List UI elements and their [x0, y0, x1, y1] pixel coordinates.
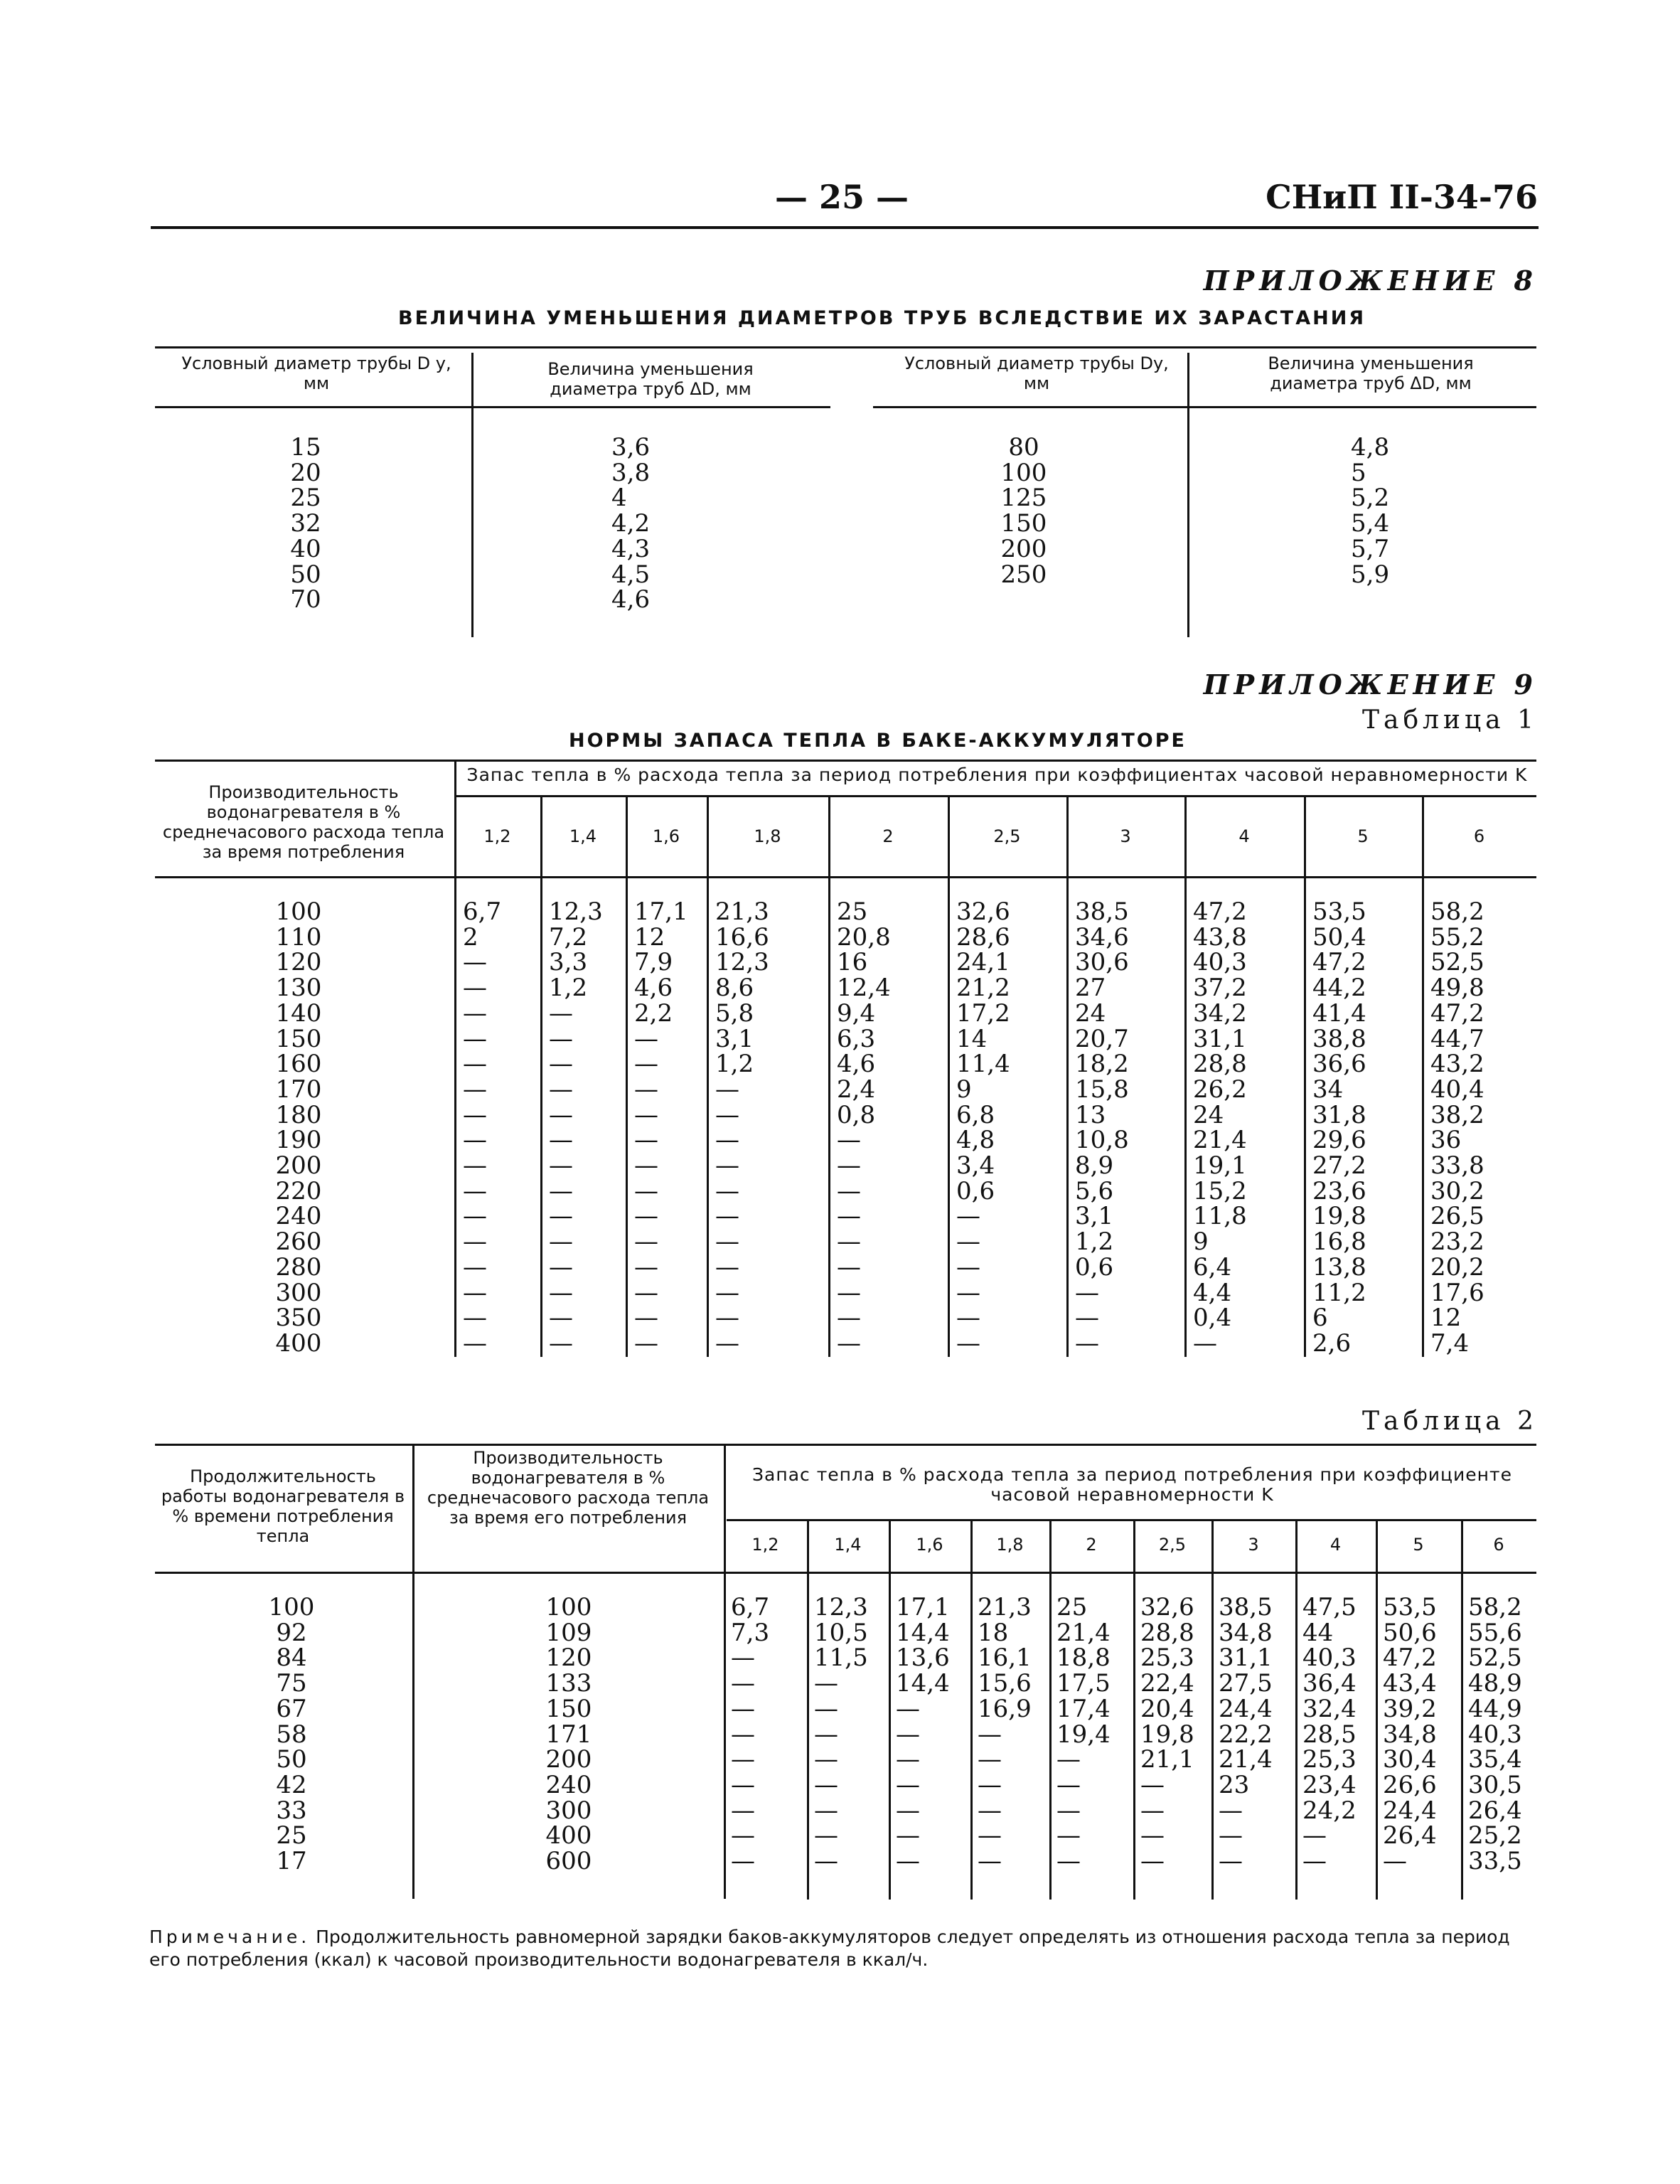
- table-divider: [626, 795, 628, 1357]
- diameter-reduction-header: Величина уменьшения диаметра труб ΔD, мм: [1268, 353, 1474, 393]
- diameter-reduction-column: 4,8 5 5,2 5,4 5,7 5,9: [1351, 433, 1390, 589]
- table-divider: [1376, 1519, 1378, 1900]
- table-divider: [948, 795, 950, 1357]
- document-code: СНиП II-34-76: [1266, 178, 1538, 216]
- k-coefficient-header: 2,5: [993, 826, 1021, 846]
- k-value-column: 25 20,8 16 12,4 9,4 6,3 4,6 2,4 0,8 — — — — — — — — —: [837, 897, 891, 1358]
- k-coefficient-header: 2,5: [1158, 1535, 1187, 1555]
- k-value-column: 32,6 28,8 25,3 22,4 20,4 19,8 21,1 — — — —: [1140, 1593, 1194, 1876]
- k-value-column: 53,5 50,6 47,2 43,4 39,2 34,8 30,4 26,6 24,4 26,4 —: [1383, 1593, 1437, 1876]
- k-value-column: 38,5 34,8 31,1 27,5 24,4 22,2 21,4 23 — — —: [1219, 1593, 1273, 1876]
- k-coefficient-header: 1,4: [834, 1535, 862, 1555]
- k-coefficient-header: 1,8: [996, 1535, 1024, 1555]
- k-value-column: 12,3 10,5 11,5 — — — — — — — —: [814, 1593, 868, 1876]
- k-coefficient-header: 1,8: [754, 826, 781, 846]
- pipe-diameter-column: 80 100 125 150 200 250: [1000, 433, 1047, 589]
- table-divider: [1049, 1519, 1052, 1900]
- k-value-column: 53,5 50,4 47,2 44,2 41,4 38,8 36,6 34 31,8 29,6 27,2 23,6 19,8 16,8 13,8 11,2 6 2,6: [1312, 897, 1366, 1358]
- k-coefficient-header: 4: [1238, 826, 1250, 846]
- k-coefficient-header: 1,6: [652, 826, 680, 846]
- table-rule: [155, 1444, 1536, 1446]
- k-value-column: 17,1 14,4 13,6 14,4 — — — — — — —: [896, 1593, 950, 1876]
- k-coefficient-header: 1,4: [569, 826, 597, 846]
- table-divider: [1066, 795, 1069, 1357]
- duration-header: Продолжительность работы водонагревателя в % времени потребления тепла: [161, 1466, 405, 1546]
- productivity-column: 100 109 120 133 150 171 200 240 300 400 600: [545, 1593, 592, 1876]
- pipe-diameter-header: Условный диаметр трубы Dу, мм: [904, 353, 1169, 393]
- pipe-diameter-header: Условный диаметр трубы D у, мм: [181, 353, 451, 393]
- k-coefficient-header: 5: [1357, 826, 1369, 846]
- k-coefficient-header: 6: [1473, 826, 1485, 846]
- k-coefficient-header: 6: [1493, 1535, 1504, 1555]
- k-value-column: 25 21,4 18,8 17,5 17,4 19,4 — — — — —: [1056, 1593, 1111, 1876]
- table-divider: [1187, 353, 1189, 637]
- k-coefficient-header: 3: [1120, 826, 1131, 846]
- k-coefficient-header: 2: [882, 826, 894, 846]
- table-note: [149, 1926, 1543, 1971]
- header-rule: [151, 226, 1539, 229]
- k-value-column: 21,3 18 16,1 15,6 16,9 — — — — — —: [978, 1593, 1032, 1876]
- k-value-column: 47,2 43,8 40,3 37,2 34,2 31,1 28,8 26,2 24 21,4 19,1 15,2 11,8 9 6,4 4,4 0,4 —: [1193, 897, 1247, 1358]
- table-rule: [155, 406, 830, 408]
- table-rule: [727, 1519, 1536, 1521]
- k-value-column: 38,5 34,6 30,6 27 24 20,7 18,2 15,8 13 10,8 8,9 5,6 3,1 1,2 0,6 — — —: [1075, 897, 1129, 1358]
- productivity-header: Производительность водонагревателя в % среднечасового расхода тепла за время его потребления: [427, 1448, 710, 1528]
- appendix-8-label: ПРИЛОЖЕНИЕ 8: [1203, 265, 1538, 297]
- appendix-8-title: ВЕЛИЧИНА УМЕНЬШЕНИЯ ДИАМЕТРОВ ТРУБ ВСЛЕДСТВИЕ ИХ ЗАРАСТАНИЯ: [398, 307, 1366, 329]
- k-coefficient-header: 1,6: [916, 1535, 943, 1555]
- note-label: Примечание.: [149, 1927, 311, 1947]
- table-divider: [1461, 1519, 1463, 1900]
- k-value-column: 6,7 7,3 — — — — — — — — —: [731, 1593, 770, 1876]
- table-divider: [707, 795, 709, 1357]
- table-divider: [1295, 1519, 1298, 1900]
- k-coefficient-header: 4: [1329, 1535, 1342, 1555]
- diameter-reduction-column: 3,6 3,8 4 4,2 4,3 4,5 4,6: [611, 433, 651, 614]
- table-divider: [807, 1519, 809, 1900]
- table-divider: [1304, 795, 1306, 1357]
- productivity-header: Производительность водонагревателя в % среднечасового расхода тепла за время потребления: [162, 782, 445, 862]
- table-rule: [873, 406, 1536, 408]
- duration-column: 100 92 84 75 67 58 50 42 33 25 17: [268, 1593, 315, 1876]
- k-coefficient-header: 1,2: [751, 1535, 779, 1555]
- table-divider: [471, 353, 473, 637]
- table-rule: [456, 795, 1536, 797]
- table-2-caption: Таблица 2: [1362, 1407, 1538, 1436]
- note-text: Продолжительность равномерной зарядки баков-аккумуляторов следует определять из отношения расхода тепла за период его потребления (ккал) к часовой производительности водонагревателя в ккал/ч.: [149, 1927, 1510, 1970]
- k-coefficient-header: 5: [1413, 1535, 1424, 1555]
- table-rule: [155, 1572, 1536, 1574]
- table-divider: [1133, 1519, 1135, 1900]
- productivity-column: 100 110 120 130 140 150 160 170 180 190 200 220 240 260 280 300 350 400: [275, 897, 322, 1358]
- diameter-reduction-header: Величина уменьшения диаметра труб ΔD, мм: [547, 359, 754, 399]
- heat-reserve-group-header: Запас тепла в % расхода тепла за период потребления при коэффициенте часовой неравномерности K: [752, 1464, 1512, 1505]
- k-value-column: 58,2 55,6 52,5 48,9 44,9 40,3 35,4 30,5 26,4 25,2 33,5: [1468, 1593, 1522, 1876]
- table-divider: [412, 1444, 414, 1899]
- k-coefficient-header: 3: [1248, 1535, 1259, 1555]
- table-divider: [1184, 795, 1187, 1357]
- k-coefficient-header: 1,2: [483, 826, 511, 846]
- table-divider: [1422, 795, 1424, 1357]
- k-value-column: 32,6 28,6 24,1 21,2 17,2 14 11,4 9 6,8 4,8 3,4 0,6 — — — — — —: [956, 897, 1010, 1358]
- k-value-column: 17,1 12 7,9 4,6 2,2 — — — — — — — — — — — — —: [634, 897, 688, 1358]
- table-1-title: НОРМЫ ЗАПАСА ТЕПЛА В БАКЕ-АККУМУЛЯТОРЕ: [569, 730, 1187, 752]
- k-value-column: 12,3 7,2 3,3 1,2 — — — — — — — — — — — — — —: [549, 897, 603, 1358]
- table-divider: [828, 795, 830, 1357]
- k-value-column: 6,7 2 — — — — — — — — — — — — — — — —: [463, 897, 502, 1358]
- table-rule: [155, 876, 1536, 878]
- page-number: — 25 —: [775, 178, 909, 216]
- table-divider: [889, 1519, 891, 1900]
- appendix-9-label: ПРИЛОЖЕНИЕ 9: [1203, 668, 1538, 701]
- table-rule: [155, 760, 1536, 762]
- pipe-diameter-column: 15 20 25 32 40 50 70: [290, 433, 321, 614]
- heat-reserve-group-header: Запас тепла в % расхода тепла за период потребления при коэффициентах часовой неравномерности K: [466, 765, 1528, 785]
- table-divider: [454, 760, 456, 1357]
- table-divider: [1211, 1519, 1214, 1900]
- k-value-column: 21,3 16,6 12,3 8,6 5,8 3,1 1,2 — — — — — — — — — — —: [715, 897, 769, 1358]
- k-value-column: 47,5 44 40,3 36,4 32,4 28,5 25,3 23,4 24,2 — —: [1302, 1593, 1357, 1876]
- table-divider: [970, 1519, 973, 1900]
- table-1-caption: Таблица 1: [1362, 705, 1538, 735]
- k-value-column: 58,2 55,2 52,5 49,8 47,2 44,7 43,2 40,4 38,2 36 33,8 30,2 26,5 23,2 20,2 17,6 12 7,4: [1430, 897, 1484, 1358]
- table-divider: [540, 795, 542, 1357]
- table-rule: [155, 346, 1536, 348]
- k-coefficient-header: 2: [1086, 1535, 1097, 1555]
- table-divider: [724, 1444, 726, 1899]
